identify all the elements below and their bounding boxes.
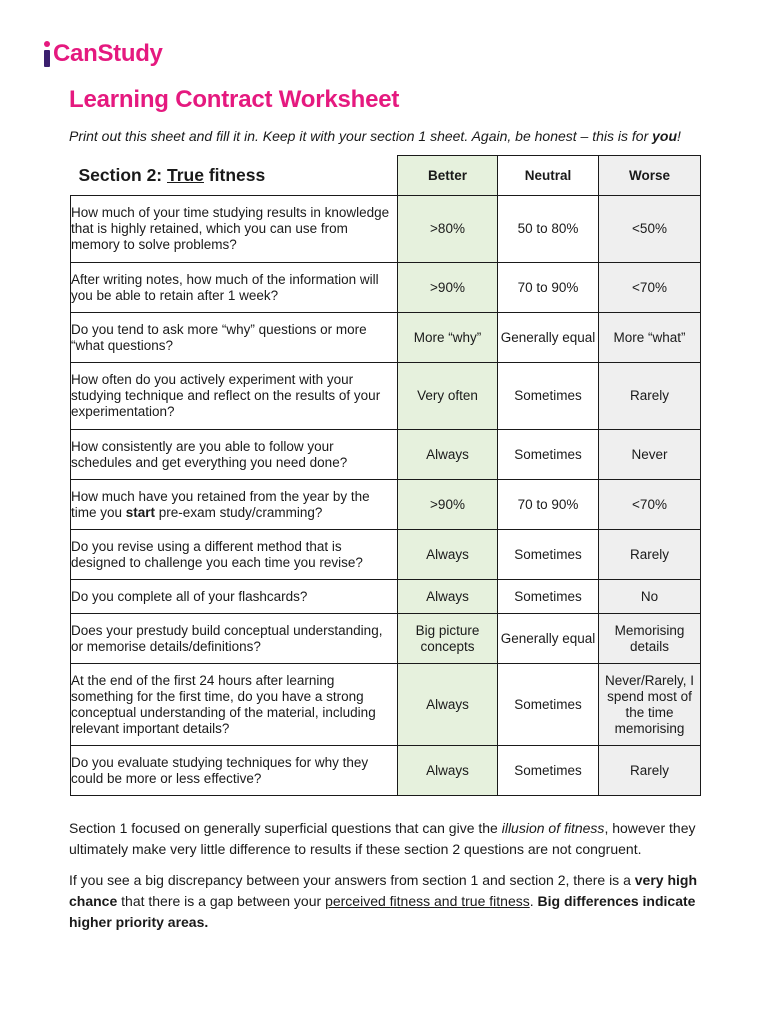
better-answer-cell: >90%: [398, 480, 498, 530]
better-answer-cell: >80%: [398, 196, 498, 263]
worse-answer-cell: Memorising details: [599, 614, 701, 664]
better-answer-cell: More “why”: [398, 313, 498, 363]
worse-answer-cell: Never/Rarely, I spend most of the time memorising: [599, 664, 701, 746]
table-row: [71, 664, 701, 746]
table-row: [71, 196, 701, 263]
neutral-answer-cell: 70 to 90%: [498, 480, 599, 530]
header-better: Better: [398, 156, 498, 196]
worse-answer-cell: Rarely: [599, 746, 701, 796]
neutral-answer-cell: Sometimes: [498, 580, 599, 614]
header-neutral: Neutral: [498, 156, 599, 196]
better-answer-cell: Very often: [398, 363, 498, 430]
better-answer-cell: Always: [398, 530, 498, 580]
logo-i-mark-icon: [44, 41, 52, 67]
worse-answer-cell: Rarely: [599, 363, 701, 430]
worse-answer-cell: <70%: [599, 263, 701, 313]
paragraph-illusion-of-fitness: Section 1 focused on generally superficial questions that can give the illusion of fitness, however they ultimately make very little difference to results if these section 2 questions are not congruent.: [69, 820, 696, 857]
worse-answer-cell: Rarely: [599, 530, 701, 580]
paragraph-discrepancy: If you see a big discrepancy between your answers from section 1 and section 2, there is a very high chance that there is a gap between your perceived fitness and true fitness. Big differences indicate higher priority areas.: [69, 872, 697, 930]
table-row: [71, 614, 701, 664]
table-row: [71, 363, 701, 430]
question-cell: Do you tend to ask more “why” questions or more “what questions?: [71, 313, 398, 363]
worse-answer-cell: No: [599, 580, 701, 614]
question-cell: Do you revise using a different method that is designed to challenge you each time you revise?: [71, 530, 398, 580]
question-cell: How consistently are you able to follow your schedules and get everything you need done?: [71, 430, 398, 480]
better-answer-cell: >90%: [398, 263, 498, 313]
neutral-answer-cell: 50 to 80%: [498, 196, 599, 263]
table-row: [71, 580, 701, 614]
page-title: Learning Contract Worksheet: [69, 86, 400, 113]
question-cell: How much of your time studying results in knowledge that is highly retained, which you can use from memory to solve problems?: [71, 196, 398, 263]
better-answer-cell: Always: [398, 430, 498, 480]
question-cell: Does your prestudy build conceptual understanding, or memorise details/definitions?: [71, 614, 398, 664]
question-cell: How often do you actively experiment with your studying technique and reflect on the results of your experimentation?: [71, 363, 398, 430]
neutral-answer-cell: Sometimes: [498, 430, 599, 480]
question-cell: How much have you retained from the year by the time you start pre-exam study/cramming?: [71, 480, 398, 530]
intro-text: Print out this sheet and fill it in. Keep it with your section 1 sheet. Again, be honest – this is for you!: [69, 128, 681, 144]
header-worse: Worse: [599, 156, 701, 196]
neutral-answer-cell: 70 to 90%: [498, 263, 599, 313]
better-answer-cell: Big picture concepts: [398, 614, 498, 664]
question-cell: At the end of the first 24 hours after learning something for the first time, do you have a strong conceptual understanding of the material, including relevant important details?: [71, 664, 398, 746]
worse-answer-cell: <50%: [599, 196, 701, 263]
better-answer-cell: Always: [398, 746, 498, 796]
icanstudy-logo: [44, 38, 163, 70]
neutral-answer-cell: Sometimes: [498, 664, 599, 746]
worse-answer-cell: Never: [599, 430, 701, 480]
table-row: [71, 430, 701, 480]
worse-answer-cell: <70%: [599, 480, 701, 530]
worse-answer-cell: More “what”: [599, 313, 701, 363]
table-row: [71, 530, 701, 580]
question-cell: Do you evaluate studying techniques for why they could be more or less effective?: [71, 746, 398, 796]
logo-text: CanStudy: [53, 40, 163, 67]
neutral-answer-cell: Sometimes: [498, 530, 599, 580]
better-answer-cell: Always: [398, 664, 498, 746]
neutral-answer-cell: Sometimes: [498, 363, 599, 430]
neutral-answer-cell: Sometimes: [498, 746, 599, 796]
table-row: [71, 313, 701, 363]
section-heading: Section 2: True fitness: [71, 156, 398, 196]
neutral-answer-cell: Generally equal: [498, 313, 599, 363]
table-header-row: [71, 156, 701, 196]
table-row: [71, 480, 701, 530]
table-row: [71, 746, 701, 796]
question-cell: Do you complete all of your flashcards?: [71, 580, 398, 614]
neutral-answer-cell: Generally equal: [498, 614, 599, 664]
question-cell: After writing notes, how much of the information will you be able to retain after 1 week?: [71, 263, 398, 313]
true-fitness-table: [70, 155, 701, 796]
table-row: [71, 263, 701, 313]
better-answer-cell: Always: [398, 580, 498, 614]
